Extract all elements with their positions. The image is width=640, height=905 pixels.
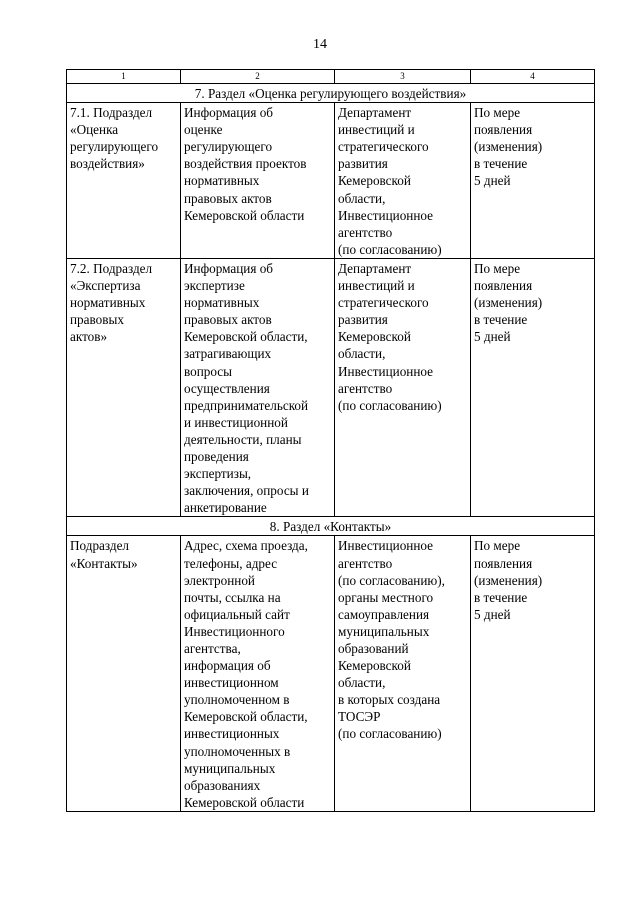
- content-cell: Адрес, схема проезда, телефоны, адрес электронной почты, ссылка на официальный сайт Инвестиционного агентства, информация об инвестиционном уполномоченном в Кемеровской области, инвестиционных уполномоченных в муниципальных образованиях Кемеровской области: [181, 536, 335, 812]
- period-cell: По мере появления (изменения) в течение 5 дней: [471, 103, 595, 259]
- column-number: 2: [181, 70, 335, 84]
- section-title: 7. Раздел «Оценка регулирующего воздействия»: [67, 84, 595, 103]
- column-number: 4: [471, 70, 595, 84]
- responsible-cell: Департамент инвестиций и стратегического развития Кемеровской области, Инвестиционное агентство (по согласованию): [335, 258, 471, 516]
- section-title: 8. Раздел «Контакты»: [67, 517, 595, 536]
- table-row: [67, 536, 595, 812]
- responsible-cell: Инвестиционное агентство (по согласованию), органы местного самоуправления муниципальных образований Кемеровской области, в которых создана ТОСЭР (по согласованию): [335, 536, 471, 812]
- section-header-row: [67, 84, 595, 103]
- responsible-cell: Департамент инвестиций и стратегического развития Кемеровской области, Инвестиционное агентство (по согласованию): [335, 103, 471, 259]
- period-cell: По мере появления (изменения) в течение 5 дней: [471, 258, 595, 516]
- column-number: 1: [67, 70, 181, 84]
- content-cell: Информация об оценке регулирующего воздействия проектов нормативных правовых актов Кемеровской области: [181, 103, 335, 259]
- page-number: 14: [313, 37, 327, 52]
- column-number: 3: [335, 70, 471, 84]
- subsection-cell: 7.1. Подраздел «Оценка регулирующего воздействия»: [67, 103, 181, 259]
- period-cell: По мере появления (изменения) в течение 5 дней: [471, 536, 595, 812]
- section-header-row: [67, 517, 595, 536]
- content-cell: Информация об экспертизе нормативных правовых актов Кемеровской области, затрагивающих вопросы осуществления предпринимательской и инвестиционной деятельности, планы проведения экспертизы, заключения, опросы и анкетирование: [181, 258, 335, 516]
- subsection-cell: 7.2. Подраздел «Экспертиза нормативных правовых актов»: [67, 258, 181, 516]
- content-table: [66, 69, 595, 812]
- table-row: [67, 103, 595, 259]
- table-row: [67, 258, 595, 516]
- column-number-row: [67, 70, 595, 84]
- subsection-cell: Подраздел «Контакты»: [67, 536, 181, 812]
